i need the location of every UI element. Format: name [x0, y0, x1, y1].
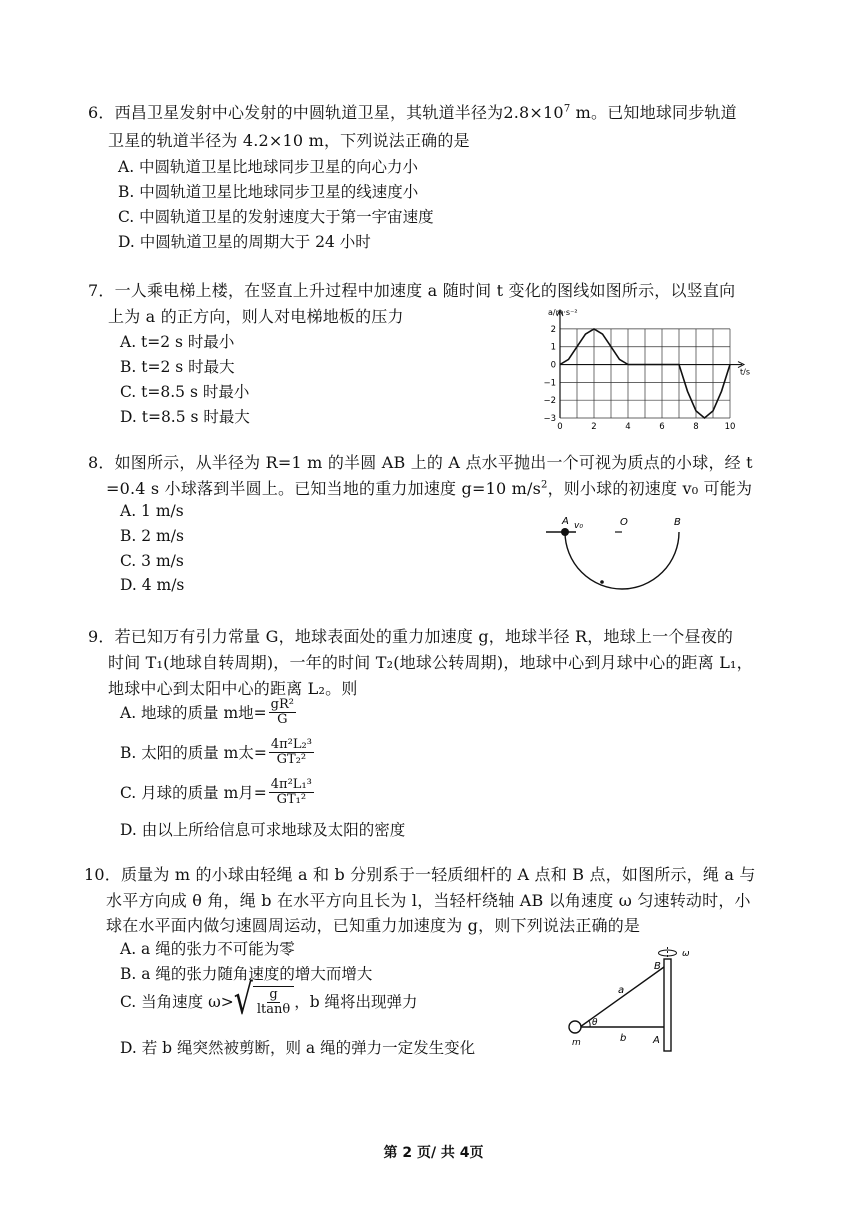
q6-option-a: A. 中圆轨道卫星比地球同步卫星的向心力小: [118, 158, 419, 176]
vertical-rod: [664, 959, 671, 1051]
q9-stem-line2: 时间 T₁(地球自转周期)，一年的时间 T₂(地球公转周期)，地球中心到月球中心的距离 L₁，: [108, 653, 753, 672]
y-tick-label: 0: [550, 360, 556, 371]
q9-option-b: [120, 738, 316, 766]
q7-option-b: B. t=2 s 时最大: [120, 358, 235, 376]
chart-xlabel: t/s: [740, 367, 750, 377]
label-o: O: [620, 517, 628, 528]
q8-g-exp: 2: [541, 479, 548, 491]
q9-option-b-text: B. 太阳的质量 m太=: [120, 744, 267, 763]
q6-radius-value: 2.8×10: [503, 103, 564, 122]
label-rope-a: a: [618, 985, 625, 996]
y-tick-label: −3: [543, 414, 556, 424]
label-a: A: [653, 1035, 660, 1046]
q8-option-d: D. 4 m/s: [120, 576, 185, 594]
q9-option-a-text: A. 地球的质量 m地=: [120, 704, 267, 723]
label-a: A: [562, 516, 569, 527]
q9-option-a-fraction: $\frac{\text{gR²}}{G}$: [270, 697, 294, 727]
q9-option-c-text: C. 月球的质量 m月=: [120, 784, 267, 803]
q8-option-a: A. 1 m/s: [120, 502, 184, 520]
y-tick-label: −1: [543, 378, 556, 389]
q10-option-d: D. 若 b 绳突然被剪断，则 a 绳的弹力一定发生变化: [120, 1039, 476, 1057]
q8-semicircle-diagram: [540, 510, 700, 620]
chart-grid: [560, 329, 730, 418]
x-tick-label: 10: [724, 422, 736, 432]
q8-option-b: B. 2 m/s: [120, 527, 184, 545]
q10-stem-line1: 10．质量为 m 的小球由轻绳 a 和 b 分别系于一轻质细杆的 A 点和 B 点，如图所示，绳 a 与: [84, 865, 756, 884]
q10-stem-line2: 水平方向成 θ 角，绳 b 在水平方向且长为 l，当轻杆绕轴 AB 以角速度 ω 匀速转动时，小: [106, 891, 751, 910]
label-b: B: [674, 517, 681, 528]
q8-option-c: C. 3 m/s: [120, 552, 184, 570]
label-b: B: [654, 961, 661, 972]
q7-option-d: D. t=8.5 s 时最大: [120, 408, 250, 426]
q9-stem-line1: 9．若已知万有引力常量 G，地球表面处的重力加速度 g，地球半径 R，地球上一个昼夜的: [88, 627, 734, 646]
q10-sqrt-fraction: $\frac{g}{ltan\theta}$: [256, 987, 291, 1017]
q6-stem-text: 6．西昌卫星发射中心发射的中圆轨道卫星，其轨道半径为: [88, 103, 504, 122]
q7-stem-line1: 7．一人乘电梯上楼，在竖直上升过程中加速度 a 随时间 t 变化的图线如图所示，以竖直向: [88, 281, 736, 300]
q8-stem-text: =0.4 s 小球落到半圆上。已知当地的重力加速度 g=10 m/s: [106, 479, 541, 498]
label-theta: θ: [592, 1018, 598, 1028]
chart-ylabel: a/m·s⁻²: [548, 308, 578, 317]
q6-stem-line1: [88, 100, 737, 123]
x-tick-label: 4: [625, 422, 631, 432]
q9-option-a: [120, 698, 298, 726]
q6-option-b: B. 中圆轨道卫星比地球同步卫星的线速度小: [118, 183, 419, 201]
y-tick-label: −2: [543, 396, 556, 407]
q6-option-c: C. 中圆轨道卫星的发射速度大于第一宇宙速度: [118, 208, 434, 226]
landing-dot: [600, 580, 604, 584]
angle-arc: [589, 1020, 591, 1027]
ball-icon: [561, 528, 569, 536]
q10-option-c-post: ，b 绳将出现弹力: [294, 993, 418, 1012]
y-tick-label: 2: [550, 324, 556, 335]
label-omega: ω: [682, 949, 690, 959]
q6-option-d: D. 中圆轨道卫星的周期大于 24 小时: [118, 233, 371, 251]
q6-radius-exp: 7: [563, 103, 571, 115]
label-rope-b: b: [620, 1033, 627, 1044]
page-footer: 第 2 页/ 共 4页: [383, 1145, 484, 1161]
x-tick-label: 6: [659, 422, 665, 432]
q8-stem-line1: 8．如图所示，从半径为 R=1 m 的半圆 AB 上的 A 点水平抛出一个可视为质点的小球，经 t: [88, 453, 753, 472]
q10-option-b: B. a 绳的张力随角速度的增大而增大: [120, 965, 373, 983]
label-v0: v₀: [574, 521, 583, 531]
x-tick-label: 2: [591, 422, 597, 432]
q7-stem-line2: 上为 a 的正方向，则人对电梯地板的压力: [108, 307, 404, 326]
q8-stem-text-post: ，则小球的初速度 v₀ 可能为: [547, 479, 753, 498]
q9-option-c: [120, 778, 316, 806]
q9-option-c-fraction: $\frac{\text{4π²L₁³}}{\text{GT₁²}}$: [270, 777, 312, 807]
label-m: m: [572, 1038, 581, 1048]
y-tick-label: 1: [550, 342, 556, 353]
x-tick-label: 0: [557, 422, 563, 432]
ball-icon: [569, 1021, 581, 1033]
sqrt-symbol: √: [233, 975, 253, 1025]
q7-option-c: C. t=8.5 s 时最小: [120, 383, 250, 401]
q8-stem-line2: [106, 476, 752, 499]
semicircle-arc: [565, 532, 679, 589]
x-tick-label: 8: [693, 422, 699, 432]
q9-option-d: D. 由以上所给信息可求地球及太阳的密度: [120, 821, 406, 839]
q10-option-c-text: C. 当角速度 ω>: [120, 993, 234, 1012]
q7-acceleration-chart: [530, 306, 750, 434]
q10-sqrt-expression: [233, 975, 294, 1025]
q10-option-a: A. a 绳的张力不可能为零: [120, 940, 295, 958]
q10-stem-line3: 球在水平面内做匀速圆周运动，已知重力加速度为 g，则下列说法正确的是: [106, 916, 641, 935]
q9-option-b-fraction: $\frac{\text{4π²L₂³}}{\text{GT₂²}}$: [270, 737, 312, 767]
q10-rod-diagram: [560, 945, 700, 1055]
q9-stem-line3: 地球中心到太阳中心的距离 L₂。则: [108, 679, 358, 698]
q10-option-c: [120, 975, 418, 1025]
q6-stem-text-post: m。已知地球同步轨道: [570, 103, 737, 122]
q6-stem-line2: 卫星的轨道半径为 4.2×10 m，下列说法正确的是: [108, 131, 470, 150]
q7-option-a: A. t=2 s 时最小: [120, 333, 235, 351]
